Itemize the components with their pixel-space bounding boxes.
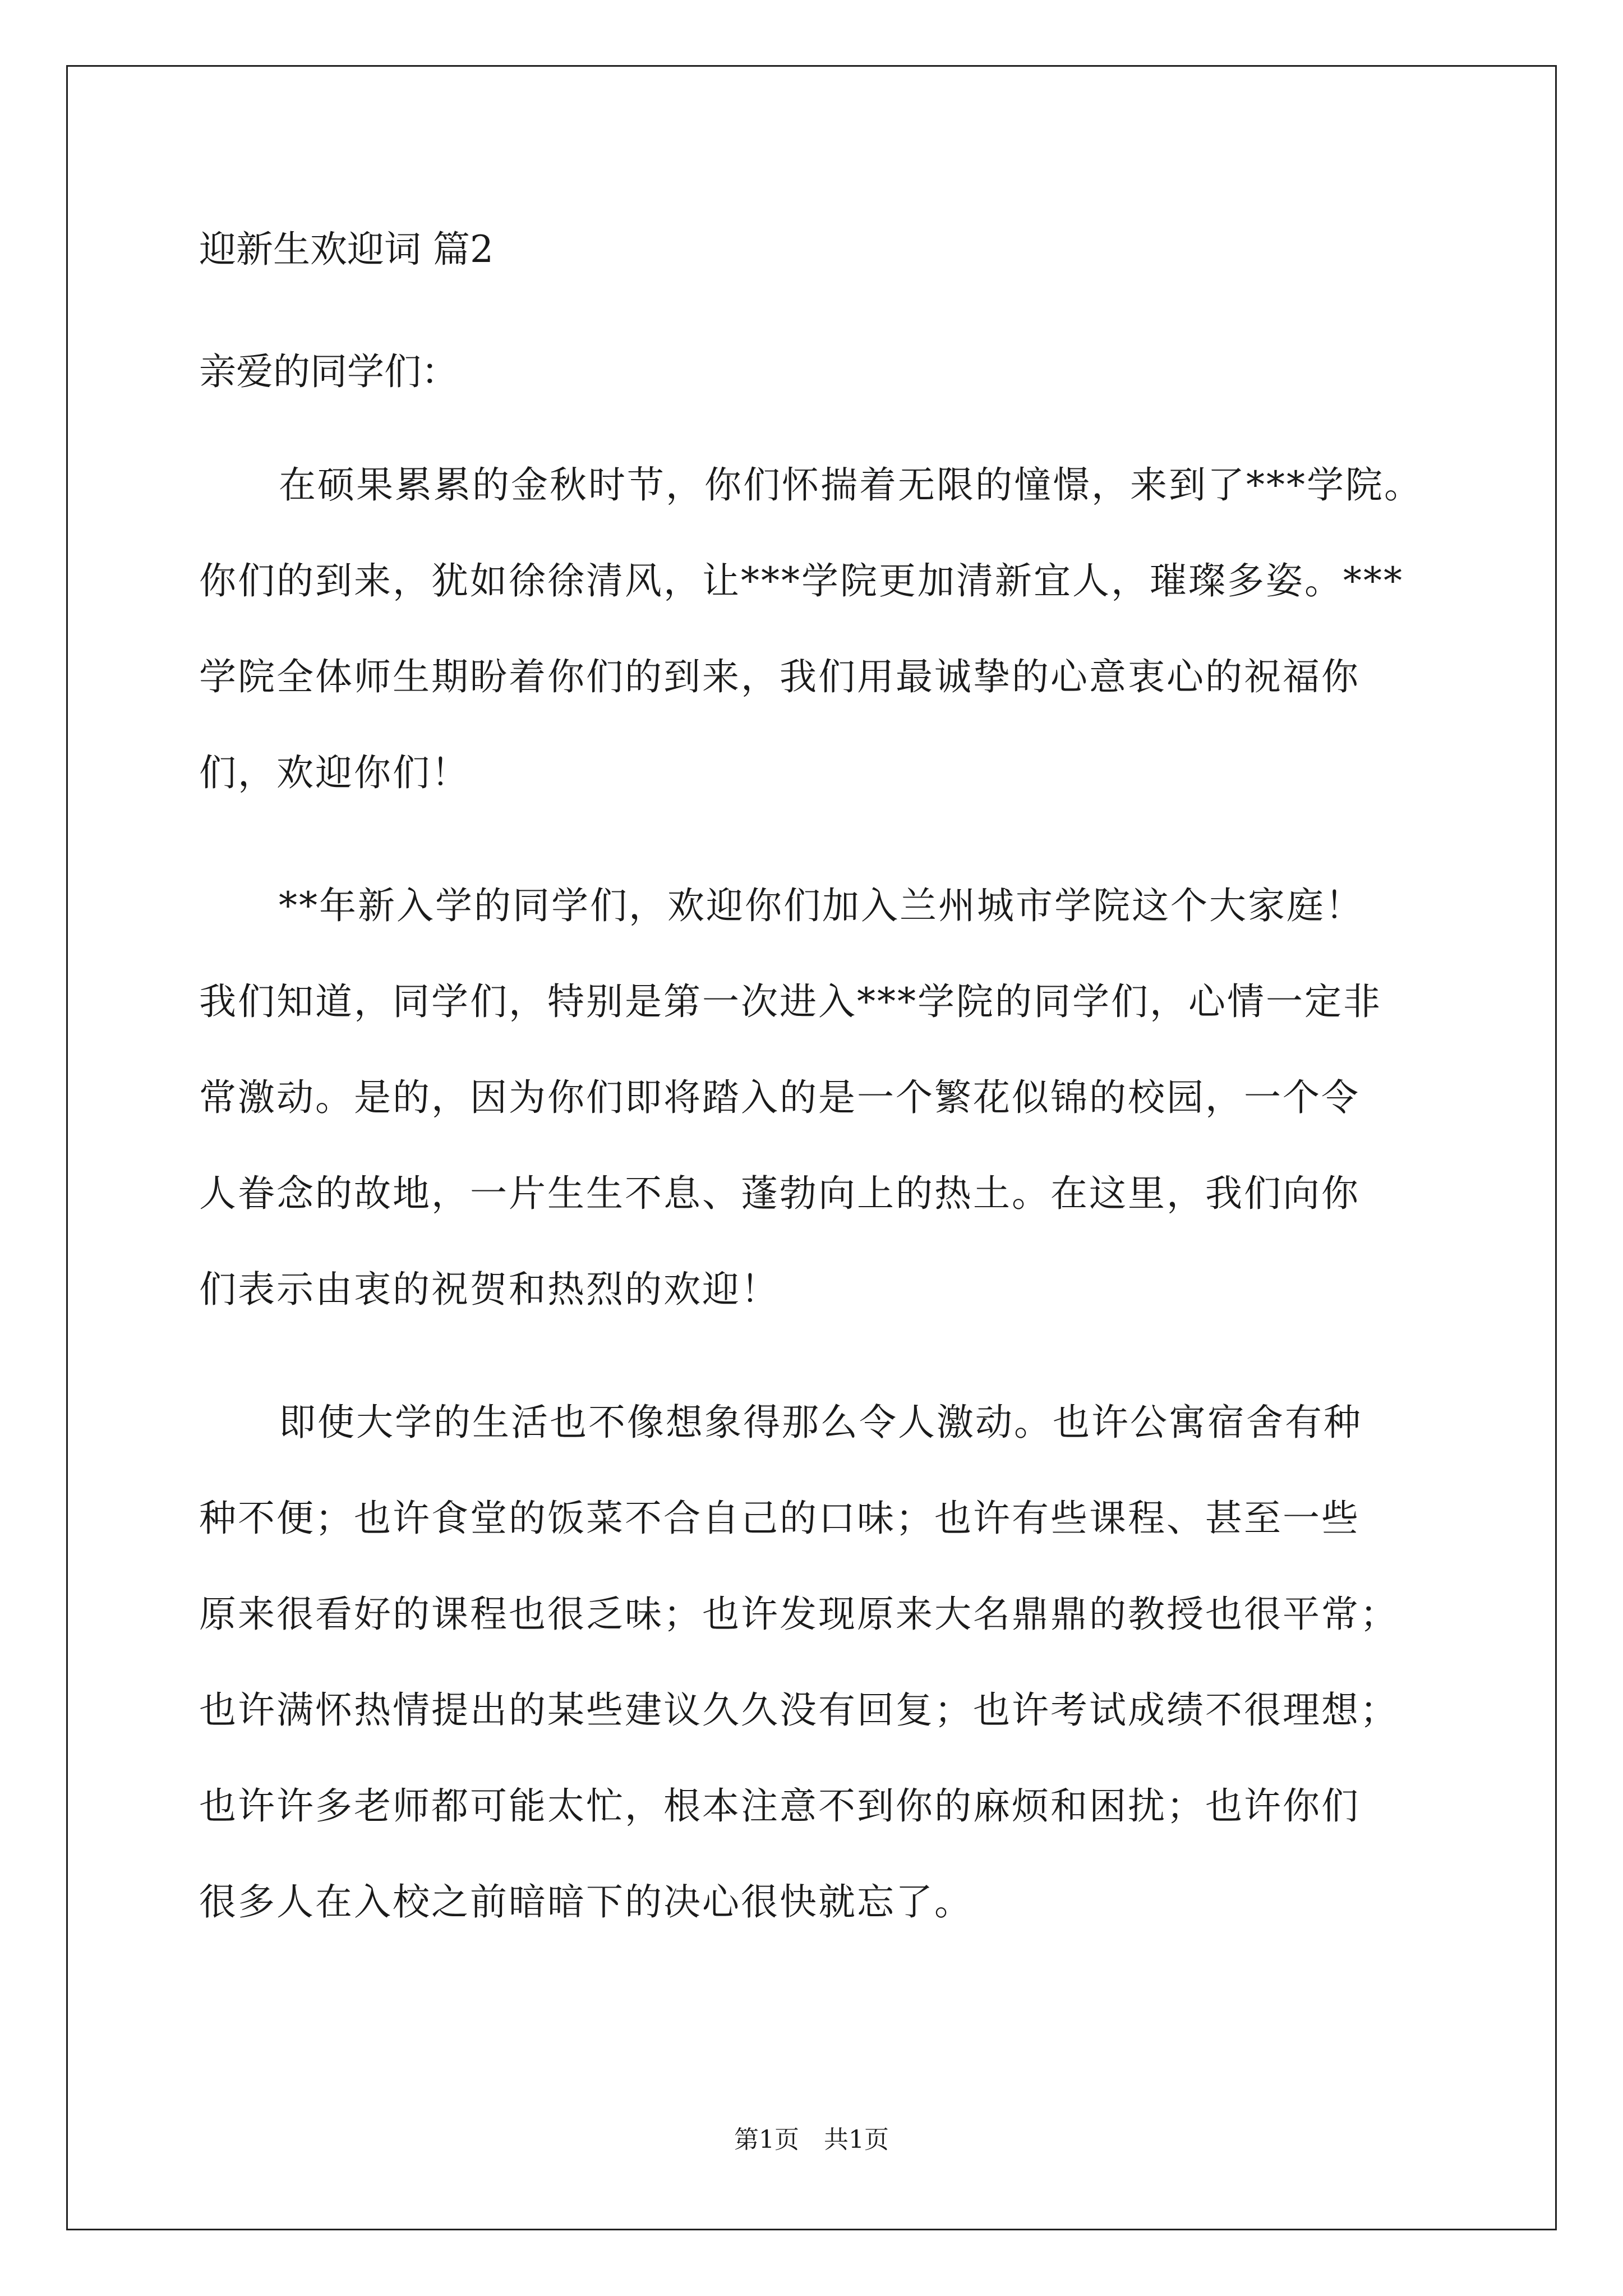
paragraph-line: 学院全体师生期盼着你们的到来，我们用最诚挚的心意衷心的祝福你 (199, 655, 1360, 698)
document-title: 迎新生欢迎词 篇2 (199, 228, 494, 271)
paragraph-3 (199, 1374, 1433, 1950)
document-body (199, 222, 1433, 1950)
paragraph-line: 们表示由衷的祝贺和热烈的欢迎！ (199, 1268, 780, 1311)
page-footer: 第1页 共1页 (734, 2125, 889, 2154)
paragraph-line: 种不便；也许食堂的饭菜不合自己的口味；也许有些课程、甚至一些 (199, 1497, 1360, 1540)
paragraph-line: 原来很看好的课程也很乏味；也许发现原来大名鼎鼎的教授也很平常； (199, 1593, 1399, 1636)
paragraph-1 (199, 437, 1433, 821)
paragraph-line: 我们知道，同学们，特别是第一次进入***学院的同学们，心情一定非 (199, 980, 1382, 1023)
paragraph-2 (199, 858, 1433, 1337)
paragraph-line: 即使大学的生活也不像想象得那么令人激动。也许公寓宿舍有种 (279, 1401, 1362, 1444)
paragraph-line: 人眷念的故地，一片生生不息、蓬勃向上的热土。在这里，我们向你 (199, 1172, 1360, 1215)
paragraph-line: 也许满怀热情提出的某些建议久久没有回复；也许考试成绩不很理想； (199, 1688, 1399, 1732)
paragraph-line: 在硕果累累的金秋时节，你们怀揣着无限的憧憬，来到了***学院。 (279, 463, 1423, 507)
paragraph-line: 也许许多老师都可能太忙，根本注意不到你的麻烦和困扰；也许你们 (199, 1784, 1360, 1828)
paragraph-line: 很多人在入校之前暗暗下的决心很快就忘了。 (199, 1880, 973, 1924)
paragraph-line: 你们的到来，犹如徐徐清风，让***学院更加清新宜人，璀璨多姿。*** (199, 559, 1404, 602)
salutation: 亲爱的同学们： (199, 350, 458, 393)
paragraph-line: 们，欢迎你们！ (199, 751, 470, 794)
paragraph-line: 常激动。是的，因为你们即将踏入的是一个繁花似锦的校园，一个令 (199, 1076, 1360, 1119)
paragraph-line: **年新入学的同学们，欢迎你们加入兰州城市学院这个大家庭！ (279, 884, 1364, 927)
